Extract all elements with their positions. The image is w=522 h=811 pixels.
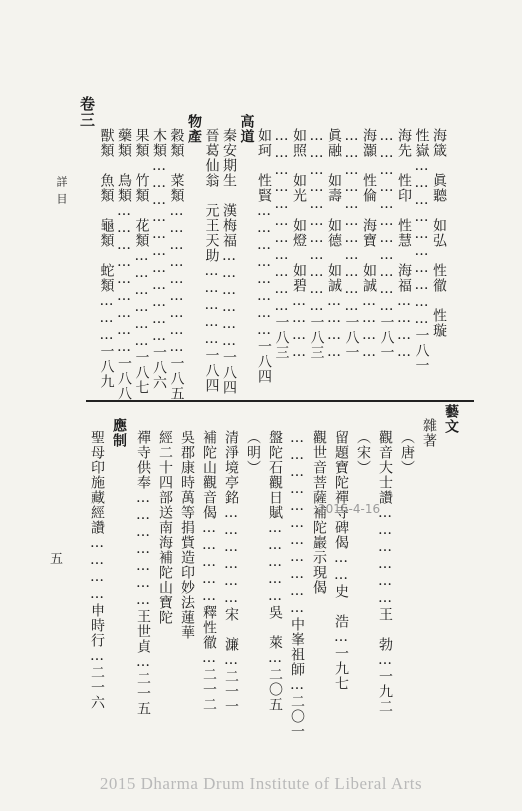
section-heading-yiwen: 藝文 — [443, 404, 459, 434]
section-heading-wuchan: 物產 — [186, 114, 202, 144]
toc-entry-shixianji: 觀世音菩薩補陀巖示現偈 — [311, 430, 327, 595]
section-heading-yingzhi: 應制 — [111, 418, 127, 448]
section-heading-gaodao: 高道 — [238, 114, 255, 144]
toc-column-wuchan-2: 木類……………………………一八六 — [151, 128, 167, 390]
toc-column-wuchan-4: 藥類 鳥類………………………一八八 — [116, 128, 132, 401]
toc-column-top-10: ……………………………一八三 — [273, 128, 290, 360]
toc-column-top-5: 海灝 性倫 海寶 如誠………… — [361, 128, 377, 361]
toc-entry-liuti: 留題寶陀禪寺碑偈……史 浩…一九七 — [333, 430, 349, 691]
watermark: 2015 Dharma Drum Institute of Liberal Arts — [99, 774, 423, 793]
ghost-date-text: 2015-4-16 — [318, 502, 381, 516]
toc-entry-wujun-1: 吳郡康時萬等捐貲造印妙法蓮華 — [179, 430, 195, 640]
toc-column-wuchan-3: 果類 竹類 花類………………一八七 — [133, 128, 150, 395]
dynasty-tang: （唐） — [399, 430, 415, 475]
toc-column-top-11: 如珂 性賢……………………一八四 — [256, 128, 272, 384]
volume-heading: 卷三 — [78, 96, 96, 128]
toc-column-top-7: 眞融 如壽 如德 如誠………… — [326, 128, 342, 361]
toc-entry-wujun-2: 經二十四部送南海補陀山寶陀 — [157, 430, 173, 625]
toc-column-top-8: ……………………………一八三 — [308, 128, 325, 360]
toc-column-top-3: 海先 性印 性慧 海福………… — [396, 128, 412, 361]
toc-column-wuchan-1: 穀類 菜類………………………一八五 — [168, 128, 185, 401]
toc-column-top-13: 秦安期生 漢梅福………………一八四 — [221, 128, 237, 395]
page-number: 五 — [50, 552, 64, 567]
toc-entry-pantuoshi: 盤陀石觀日賦……………吳 萊…二〇五 — [267, 430, 283, 712]
toc-column-top-14: 晉葛仙翁 元王天助……………一八四 — [203, 128, 220, 393]
section-divider — [86, 400, 474, 402]
toc-column-wuchan-5: 獸類 魚類 龜類 蛇類………一八九 — [98, 128, 115, 389]
toc-column-top-9: 如照 如光 如燈 如碧………… — [291, 128, 307, 361]
toc-column-top-1: 海箴 眞聽 如弘 性徹 性璇 — [431, 128, 447, 338]
subheading-zazhu: 雜著 — [421, 418, 437, 448]
toc-entry-wujun-3: 禪寺供奉…………………王世貞…二一五 — [135, 430, 151, 716]
toc-entry-zhongfeng: ……………………………中峯祖師…二〇一 — [289, 430, 305, 739]
running-title: 詳目 — [55, 176, 68, 210]
dynasty-song: （宋） — [355, 430, 371, 475]
dynasty-ming: （明） — [245, 430, 261, 475]
toc-entry-shengmu: 聖母印施藏經讚…………申時行…二一六 — [89, 430, 105, 710]
toc-column-top-6: ……………………………一八一 — [343, 128, 360, 360]
toc-entry-guanyin-zan: 觀音大士讚………………王 勃…一九二 — [377, 430, 393, 714]
toc-entry-qingjingjing: 清淨境亭銘………………宋 濂…二一一 — [223, 430, 239, 714]
toc-entry-butuoshan: 補陀山觀音偈……………釋性徹…二一二 — [201, 430, 217, 712]
toc-column-top-2: 性嶽…………………………一八一 — [413, 128, 430, 373]
toc-column-top-4: ……………………………一八一 — [378, 128, 395, 360]
